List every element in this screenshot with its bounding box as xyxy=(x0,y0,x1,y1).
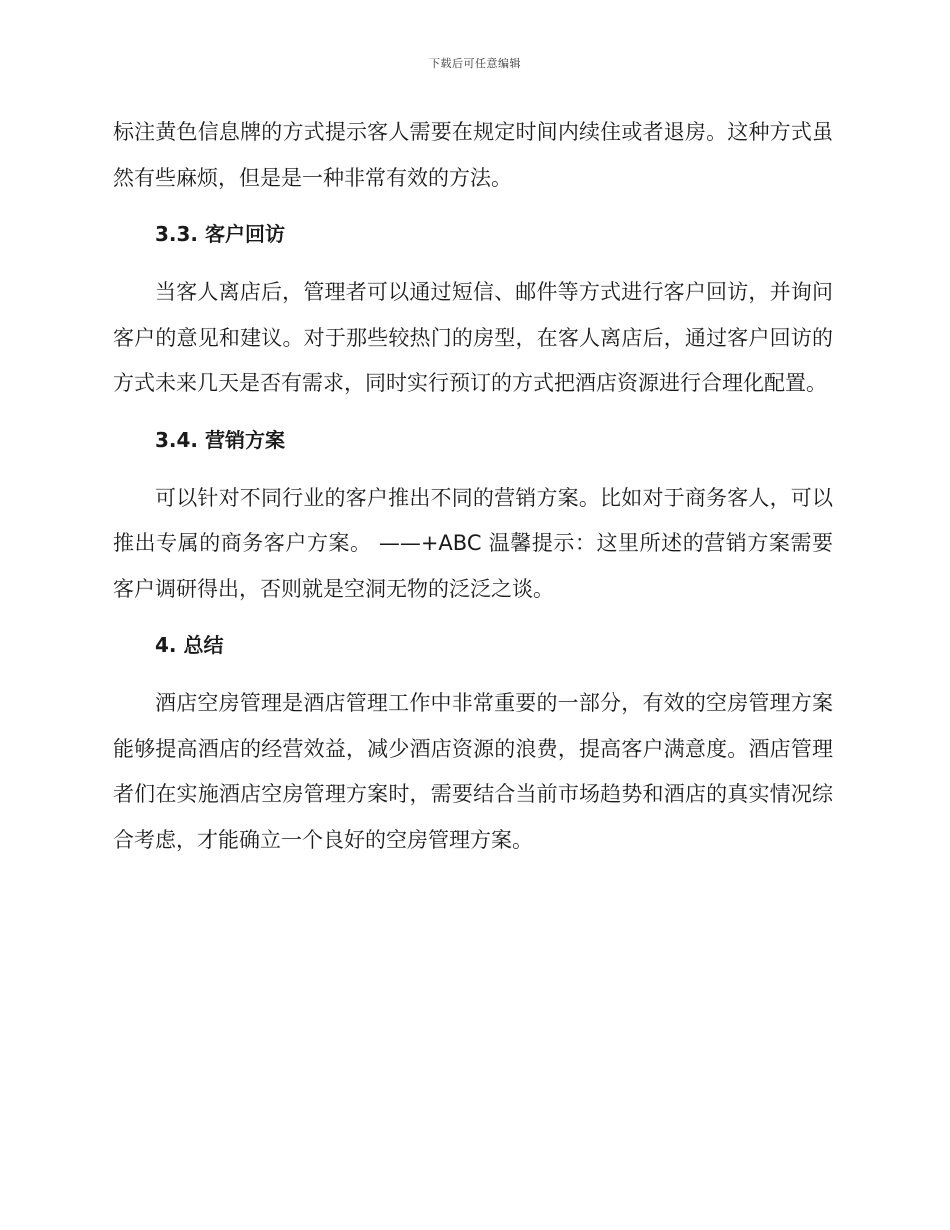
section-heading-customer-followup: 3.3. 客户回访 xyxy=(155,222,285,246)
paragraph-summary: 酒店空房管理是酒店管理工作中非常重要的一部分，有效的空房管理方案能够提高酒店的经营效益，减少酒店资源的浪费，提高客户满意度。酒店管理者们在实施酒店空房管理方案时，需要结合当前市场趋势和酒店的真实情况综合考虑，才能确立一个良好的空房管理方案。 xyxy=(113,691,833,852)
page-header: 下载后可任意编辑 xyxy=(429,57,521,70)
section-heading-summary: 4. 总结 xyxy=(155,633,224,657)
paragraph-marketing-plan: 可以针对不同行业的客户推出不同的营销方案。比如对于商务客人，可以推出专属的商务客户方案。 ——+ABC 温馨提示：这里所述的营销方案需要客户调研得出，否则就是空洞无物的泛泛之谈。 xyxy=(113,485,833,601)
section-heading-marketing-plan: 3.4. 营销方案 xyxy=(155,427,285,452)
paragraph-continued: 标注黄色信息牌的方式提示客人需要在规定时间内续住或者退房。这种方式虽然有些麻烦，但是是一种非常有效的方法。 xyxy=(113,120,833,190)
document-body xyxy=(113,110,833,863)
paragraph-customer-followup: 当客人离店后，管理者可以通过短信、邮件等方式进行客户回访，并询问客户的意见和建议。对于那些较热门的房型，在客人离店后，通过客户回访的方式未来几天是否有需求，同时实行预订的方式把酒店资源进行合理化配置。 xyxy=(113,280,833,395)
